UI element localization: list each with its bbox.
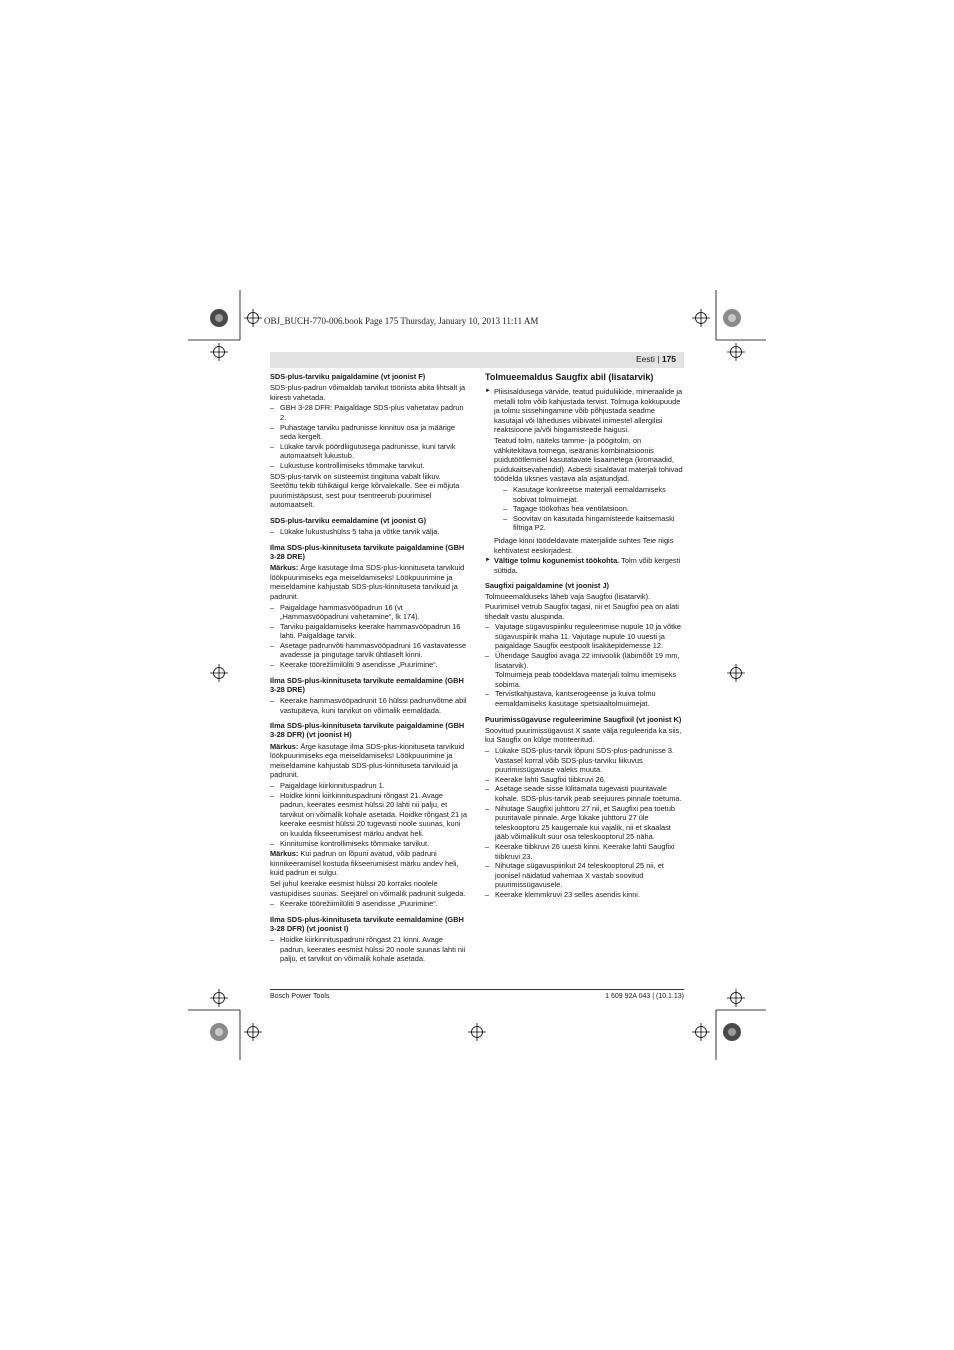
list-item: – Nihutage sügavuspiirikut 24 teleskooptorul 25 nii, et joonisel näidatud vahemaa X vastab soovitud puurimissügavusele. [485, 861, 684, 890]
page-number: 175 [661, 354, 676, 364]
warning-item [485, 556, 684, 575]
page-header [270, 352, 684, 368]
bullet-list [485, 746, 684, 900]
warning-text: Tolm võib kergesti süttida. [494, 556, 681, 575]
footer-brand: Bosch Power Tools [270, 993, 330, 1000]
warning-bold: Vältige tolmu kogunemist töökohta. [494, 556, 620, 566]
section-heading: Saugfixi paigaldamine (vt joonist J) [485, 581, 610, 591]
note-label: Märkus: [270, 849, 299, 859]
bullet-list [270, 935, 469, 964]
right-column [485, 372, 684, 901]
list-item: – GBH 3-28 DFR: Paigaldage SDS-plus vahetatav padrun 2. [270, 403, 469, 422]
warning-text: Pidage kinni töödeldavate materjalide suhtes Teie riigis kehtivatest eeskirjadest. [494, 535, 674, 555]
warning-list [485, 387, 684, 575]
list-item: – Nihutage Saugfixi juhttoru 27 nii, et Saugfixi pea toetub puuritavale pinnale. Arge lükake juhttoru 27 üle teleskooptoru 25 kaugemale kui vajalik, nii et skaalast jääb võimalikult suur osa teleskooptorul 25 näha. [485, 804, 684, 842]
note-text: Ärge kasutage ilma SDS-plus-kinnituseta tarvikuid löökpuurimiseks ega meiseldamiseks! Löökpuurimine ja meiseldamine kahjustab SDS-plus-kinnituseta tarvikuid ja padrunit. [270, 741, 465, 780]
bullet-list [270, 603, 469, 670]
section-heading: SDS-plus-tarviku paigaldamine (vt joonist F) [270, 372, 426, 381]
bullet-list [270, 527, 469, 537]
list-item-text: Tolmuimeja peab töödeldava materjali tolmu imemiseks sobima. [495, 670, 677, 689]
list-item: – Keerake klemmkruvi 23 selles asendis kinni. [485, 890, 684, 900]
list-item: – Kasutage konkreetse materjali eemaldamiseks sobivat tolmuimejat. [503, 485, 684, 504]
list-item: – Keerake lahti Saugfixi tiibkruvi 26. [485, 775, 684, 785]
warning-item [485, 387, 684, 555]
bullet-list [270, 899, 469, 909]
note-label: Märkus: [270, 741, 299, 751]
list-item: – Keerake hammasvööpadrunit 16 hülssi padrunvõtme abil vastupäeva, kuni tarvikut on võimalik eemaldada. [270, 696, 469, 715]
note-label: Märkus: [270, 563, 299, 573]
note-text: Kui padrun on lõpuni avatud, võib padruni kinnikeeramisel kostuda fikseerumisest märku andev heli, kuid padrun ei sulgu. [270, 849, 459, 878]
paragraph: Tolmueemalduseks läheb vaja Saugfixi (lisatarvik). Puurimisel vetrub Saugfix tagasi, nii et Saugfixi pea on alati tihedalt vastu aluspinda. [485, 592, 679, 621]
list-item: – Kinnitumise kontrollimiseks tõmmake tarvikut. [270, 839, 469, 849]
list-item: – Lükake SDS-plus-tarvik lõpuni SDS-plus-padrunisse 3. Vastasel korral võib SDS-plus-tarviku liikuvus puurimissügavuse valeks muuta. [485, 746, 684, 775]
list-item: – Lukustuse kontrollimiseks tõmmake tarvikut. [270, 461, 469, 471]
section-heading: Ilma SDS-plus-kinnituseta tarvikute eemaldamine (GBH 3-28 DFR) (vt joonist I) [270, 914, 464, 933]
list-item: – Lükake tarvik pöördliigutusega padrunisse, kuni tarvik automaatselt lukustub. [270, 442, 469, 461]
header-separator: | [657, 354, 660, 364]
list-item: – Paigaldage hammasvööpadrun 16 (vt „Hammasvööpadruni vahetamine“, lk 174). [270, 603, 469, 622]
left-column [270, 372, 469, 965]
list-item: – Tagage töökohas hea ventilatsioon. [503, 504, 684, 514]
list-item [485, 651, 684, 689]
section-heading: Puurimissügavuse reguleerimine Saugfixil (vt joonist K) [485, 714, 682, 724]
warning-text: Pliisisaldusega värvide, teatud puiduliikide, mineraalide ja metalli tolm võib kahjustada tervist. Tolmuga kokkupuude ja tolmu sissehingamine võib põhjustada seadme kasutajal või läheduses viibivatel inimestel allergilisi reaktsioone ja/või hingamisteede haigusi. [494, 387, 683, 435]
list-item: – Keerake töörežiimilüliti 9 asendisse „Puurimine“. [270, 660, 469, 670]
list-item-text: Ühendage Saugfixi avaga 22 imivoolik (läbimõõt 19 mm, lisatarvik). [495, 651, 680, 670]
note-paragraph [270, 563, 469, 601]
list-item: – Hoidke kinni kiirkinnituspadruni rõngast 21. Avage padrun, keerates eesmist hülssi 20 lahti nii palju, et tarvikut on võimalik kohale asetada. Hoidke rõngast 21 ja keerake eesmist hülssi 20 tugevasti noole suunas, kuni on kuulda fikseerumisest märku andvat heli. [270, 791, 469, 839]
section-heading: Ilma SDS-plus-kinnituseta tarvikute paigaldamine (GBH 3-28 DRE) [270, 542, 465, 561]
list-item: – Lükake lukustushülss 5 taha ja võtke tarvik välja. [270, 527, 469, 537]
note-paragraph [270, 742, 469, 780]
list-item: – Vajutage sügavuspiiriku reguleerimise nupule 10 ja võtke sügavuspiirik maha 11. Vajutage nupule 10 uuesti ja paigaldage Saugfix eestpoolt lisakäepidemesse 12. [485, 622, 684, 651]
note-paragraph [270, 849, 469, 878]
note-text: Ärge kasutage ilma SDS-plus-kinnituseta tarvikuid löökpuurimiseks ega meiseldamiseks! Löökpuurimine ja meiseldamine kahjustab SDS-plus-kinnituseta tarvikuid ja padrunit. [270, 563, 465, 601]
warning-text: Teatud tolm, näiteks tamme- ja pöögitolm, on vähkitekitava toimega, iseäranis kombinatsioonis puidutöötlemisel kasutatavate lisaainetega (kromaadid, puidukaitsevahendid). Asbesti sisaldavat materjali tohivad töödelda üksnes vastava ala asjatundjad. [494, 435, 683, 484]
section-heading: Ilma SDS-plus-kinnituseta tarvikute paigaldamine (GBH 3-28 DFR) (vt joonist H) [270, 721, 465, 740]
list-item: – Soovitav on kasutada hingamisteede kaitsemaski filtriga P2. [503, 514, 684, 533]
list-item: – Puhastage tarviku padrunisse kinnituv osa ja määrige seda kergelt. [270, 423, 469, 442]
bullet-list [485, 622, 684, 708]
list-item: – Asetage seade sisse lülitamata tugevasti puuritavale kohale. SDS-plus-tarvik peab seejuures pinnale toetuma. [485, 784, 684, 803]
bullet-list [494, 485, 684, 533]
chapter-heading: Tolmueemaldus Saugfix abil (lisatarvik) [485, 372, 654, 382]
section-heading: SDS-plus-tarviku eemaldamine (vt joonist G) [270, 515, 427, 525]
paragraph: Soovitud puurimissügavust X saate välja reguleerida ka siis, kui Saugfix on külge monteeritud. [485, 725, 682, 745]
list-item: – Asetage padrunvõti hammasvööpadruni 16 vastavatesse avadesse ja pingutage tarvik ühtlaselt kinni. [270, 641, 469, 660]
list-item: – Paigaldage kiirkinnituspadrun 1. [270, 781, 469, 791]
bullet-list [270, 403, 469, 470]
bullet-list [270, 781, 469, 848]
paragraph: SDS-plus-tarvik on süsteemist tingituna vabalt liikuv. Seetõttu tekib tühikäigul kerge kõrvalekalle. See ei mõjuta puurimistäpsust, sest puur tsentreerub puurimisel automaatselt. [270, 471, 460, 510]
footer-rule [270, 989, 684, 990]
list-item: – Tarviku paigaldamiseks keerake hammasvööpadrun 16 lahti. Paigaldage tarvik. [270, 622, 469, 641]
list-item: – Keerake töörežiimilüliti 9 asendisse „Puurimine“. [270, 899, 469, 909]
section-heading: Ilma SDS-plus-kinnituseta tarvikute eemaldamine (GBH 3-28 DRE) [270, 675, 464, 694]
footer-doc-number: 1 609 92A 043 | (10.1.13) [605, 993, 684, 1000]
list-item: – Tervistkahjustava, kantserogeense ja kuiva tolmu eemaldamiseks kasutage spetsiaaltolmuimejat. [485, 689, 684, 708]
header-language: Eesti [635, 354, 655, 364]
book-slug: OBJ_BUCH-770-006.book Page 175 Thursday, January 10, 2013 11:11 AM [264, 316, 539, 326]
paragraph: SDS-plus-padrun võimaldab tarvikut tööriista abita lihtsalt ja kiiresti vahetada. [270, 383, 466, 402]
page-header-label [636, 354, 676, 364]
paragraph: Sel juhul keerake eesmist hülssi 20 korraks noolele vastupidises suunas. Seejärel on võimalik padrunit sulgeda. [270, 878, 466, 898]
list-item: – Keerake tiibkruvi 26 uuesti kinni. Keerake lahti Saugfixi tiibkruvi 23. [485, 842, 684, 861]
bullet-list [270, 696, 469, 715]
list-item: – Hoidke kiirkinnituspadruni rõngast 21 kinni. Avage padrun, keerates eesmist hülssi 20 noole suunas lahti nii palju, et tarvikut on võimalik kohale asetada. [270, 935, 469, 964]
